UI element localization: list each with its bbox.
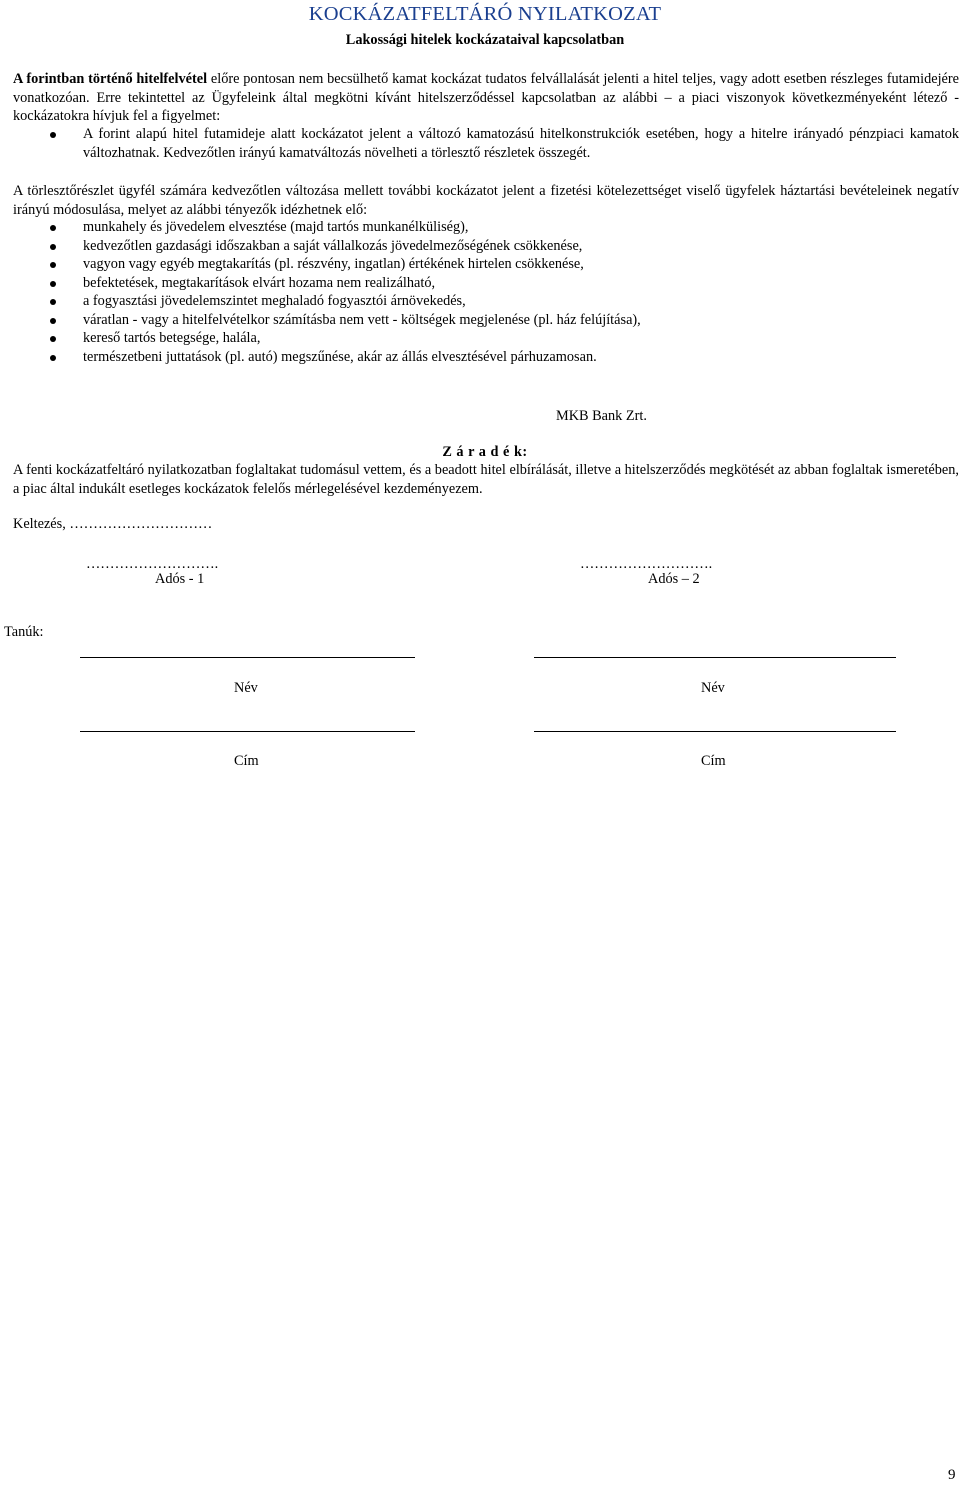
list-item-text: munkahely és jövedelem elvesztése (majd tartós munkanélküliség),	[83, 219, 469, 235]
list-item	[13, 125, 959, 162]
witness-1-name-line	[80, 657, 415, 658]
list-item	[13, 311, 959, 330]
witness-2-address-label: Cím	[701, 753, 726, 769]
witness-1-address-label: Cím	[234, 753, 259, 769]
list-item-text: kereső tartós betegsége, halála,	[83, 330, 261, 346]
clause-text: A fenti kockázatfeltáró nyilatkozatban foglaltakat tudomásul vettem, és a beadott hitel elbírálását, illetve a hitelszerződés megkötését az abban foglaltak ismeretében, a piac által indukált esetleges kockázatok felelős mérlegelésével kezdeményezem.	[13, 462, 959, 497]
document-title: KOCKÁZATFELTÁRÓ NYILATKOZAT	[308, 3, 662, 25]
clause-title: Z á r a d é k:	[442, 444, 528, 460]
witness-1-name-label: Név	[234, 680, 258, 696]
list-item	[13, 348, 959, 367]
witness-2-name-label: Név	[701, 680, 725, 696]
bullet-icon	[50, 225, 56, 231]
bullet-icon	[50, 355, 56, 361]
interest-risk-list	[13, 125, 959, 162]
list-item-text: kedvezőtlen gazdasági időszakban a saját vállalkozás jövedelmezőségének csökkenése,	[83, 237, 583, 254]
list-item-text: természetbeni juttatások (pl. autó) megszűnése, akár az állás elvesztésével párhuzamosan.	[83, 348, 597, 365]
debtor-1-label: Adós - 1	[155, 571, 205, 587]
list-item-text: vagyon vagy egyéb megtakarítás (pl. részvény, ingatlan) értékének hirtelen csökkenése,	[83, 256, 584, 272]
income-risk-paragraph: A törlesztőrészlet ügyfél számára kedvezőtlen változása mellett további kockázatot jelent a fizetési kötelezettséget viselő ügyfelek háztartási bevételeinek negatív irányú módosulása, melyet az alábbi tényezők idézhetnek elő:	[13, 183, 959, 218]
debtor-2-label: Adós – 2	[648, 571, 700, 587]
list-item	[13, 329, 959, 348]
list-item-text: befektetések, megtakarítások elvárt hozama nem realizálható,	[83, 274, 436, 291]
witness-1-address-line	[80, 731, 415, 732]
page-number: 9	[948, 1467, 956, 1483]
list-item	[13, 218, 959, 237]
date-place-field: Keltezés, …………………………	[13, 516, 213, 532]
bullet-icon	[50, 244, 56, 250]
list-item	[13, 274, 959, 293]
list-item-text: a fogyasztási jövedelemszintet meghaladó fogyasztói árnövekedés,	[83, 293, 466, 309]
intro-paragraph	[13, 70, 959, 126]
witness-2-address-line	[534, 731, 896, 732]
debtor-1-signature-line: ……………………….	[86, 556, 219, 572]
list-item-text: váratlan - vagy a hitelfelvételkor számításba nem vett - költségek megjelenése (pl. ház felújítása),	[83, 311, 641, 328]
bank-name: MKB Bank Zrt.	[556, 408, 647, 424]
intro-bold-text: A forintban történő hitelfelvétel	[13, 71, 208, 87]
bullet-icon	[50, 318, 56, 324]
intro-text: előre pontosan nem becsülhető kamat kockázat tudatos felvállalását jelenti a hitel teljes, vagy adott esetben részleges futamidejére vonatkozóan. Erre tekintettel az Ügyfeleink által megkötni kívánt hitelszerződéssel kapcsolatban az alábbi – a piaci viszonyok következményeként létező - kockázatokra hívjuk fel a figyelmet:	[13, 71, 959, 124]
witness-2-name-line	[534, 657, 896, 658]
bullet-icon	[50, 299, 56, 305]
list-item	[13, 292, 959, 311]
debtor-2-signature-line: ……………………….	[580, 556, 713, 572]
witnesses-label: Tanúk:	[4, 624, 44, 640]
bullet-icon	[50, 262, 56, 268]
list-item	[13, 255, 959, 274]
bullet-icon	[50, 281, 56, 287]
list-item	[13, 237, 959, 256]
bullet-icon	[50, 336, 56, 342]
bullet-icon	[50, 132, 56, 138]
list-item-text: A forint alapú hitel futamideje alatt kockázatot jelent a változó kamatozású hitelkonstrukciók esetében, hogy a hitelre irányadó pénzpiaci kamatok változhatnak. Kedvezőtlen irányú kamatváltozás növelheti a törlesztő részletek összegét.	[83, 126, 959, 161]
document-subtitle: Lakossági hitelek kockázataival kapcsolatban	[345, 32, 625, 48]
risk-factor-list	[13, 218, 959, 366]
